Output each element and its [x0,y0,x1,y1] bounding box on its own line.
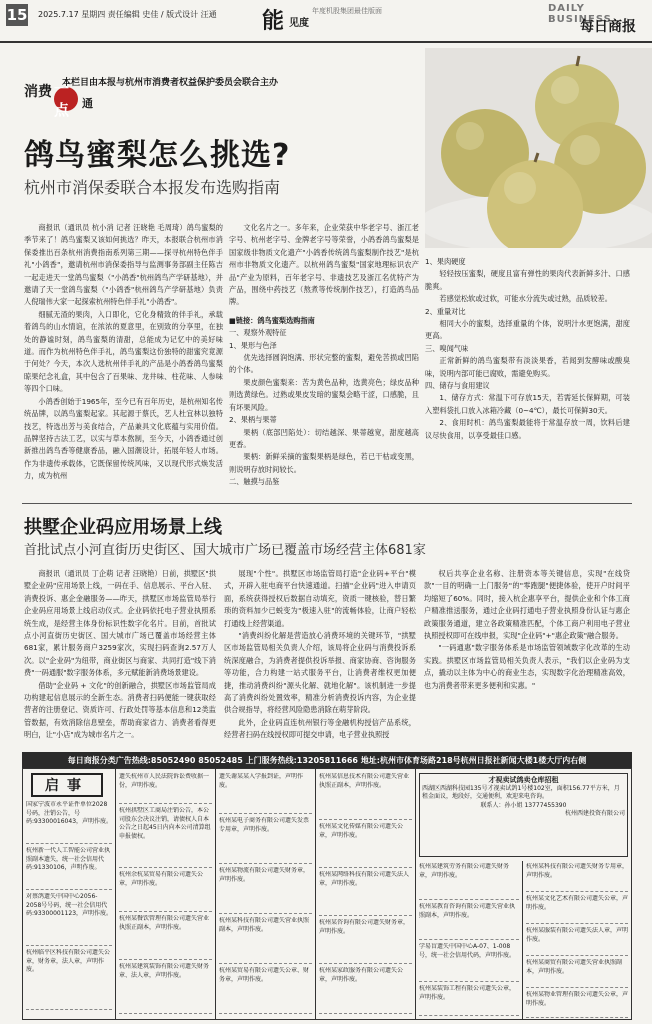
subheadline-enterprise-code: 首批试点小河直街历史街区、国大城市广场已覆盖市场经营主体681家 [24,543,426,558]
ad-item: 杭州某商贸有限公司遗失营业执照副本，声明作废。 [526,959,628,988]
notice-heading: 启事 [31,773,103,797]
guide-line: 1、果肉硬度 [425,257,466,266]
ad-item: 遗失谢某某入学报到证，声明作废。 [219,773,312,814]
ad-column-6 [523,861,631,1019]
date-line: 2025.7.17 星期四 责任编辑 史佳 / 版式设计 汪通 [38,10,217,19]
guide-line: 果柄（底部凹陷处）：切结越深、果蒂越宽，甜度越高更香。 [229,427,419,449]
badge-text-c: 通 [82,97,93,110]
guide-line: 2、果柄与果蒂 [229,415,277,425]
paragraph: 细腻无渣的果肉，入口即化，它化身精致的伴手礼，承载着鸽鸟的山水情谊，在浓浓的夏意里，在别致的分享里，在独处的静谧时刻，鸽鸟蜜梨的清甜，总能成为记忆中的美好味道。而作为杭州特色伴手礼，鸽鸟蜜梨这份独特的甜蜜究竟源于何处？今天，本次人选杭州伴手礼的产品是小鸽香鸽鸟蜜梨晾果纪念礼盒，其中包含了百果味、龙井味、柱花味、人参味等四个口味。 [24,309,223,394]
guide-line: 1、果形与色泽 [229,340,277,350]
guide-line: 2、食用时机：鸽鸟蜜梨最能将于常温存放一周，饮料后建议尽快食用，以享受最佳口感。 [425,418,630,440]
header-rule [0,41,652,43]
rental-ad [419,773,628,857]
ad-item: 杭州某家政服务有限公司遗失公章，声明作废。 [319,967,412,1014]
guide-line: 果皮颜色蜜梨来：苦为黄色品种，选黄亮色；绿皮品种则选黄绿色。过熟或果皮发暗的蜜梨会略干涩，口感脆，且有坏果风险。 [229,377,419,412]
ad-column-1 [23,769,116,1019]
ad-item: 杭州某科技有限公司遗失财务专用章，声明作废。 [526,863,628,892]
paragraph: 此外，企业码直连杭州银行等金融机构授信产品系统，经营者扫码在线授权即可提交申请，电子营业执照授 [224,717,416,740]
column-kicker: 本栏目由本报与杭州市消费者权益保护委员会联合主办 [62,78,279,88]
ad-item: 学易盲遗失中国中心A-07、1-008号，统一社会信用代码，声明作废。 [419,943,519,982]
section-title-small: 见度 [289,18,309,29]
rental-contact: 联系人：孙小姐 13777455390 [480,801,567,809]
pear-illustration-icon [425,48,652,248]
ad-item: 杭州某网络科技有限公司遗失法人章，声明作废。 [319,871,412,916]
guide-line: 正常新鲜的鸽鸟蜜梨带有淡淡果香，若闻到发酵味或酸臭味，说明内部可能已腐败，需避免购买。 [425,356,630,378]
article1-column-1 [24,222,223,483]
rental-text: 西湖区西湖科技园135号才视卖试鸽1号楼102室，面积156.77平方米，月租金面议，地段好，交通便利，欢迎来电咨询。 [422,784,620,801]
guide-line: 果柄：新鲜采摘的蜜梨果柄是绿色，若已干枯或变黑，则说明存放时间较长。 [229,452,419,474]
guide-line: 二、触摸与品鉴 [229,477,280,487]
pear-photo [425,48,652,248]
subheadline-pear: 杭州市消保委联合本报发布选购指南 [24,178,281,197]
ad-column-2 [116,769,216,1019]
ad-column-3 [216,769,316,1019]
badge-text-a: 消费 [24,84,52,100]
ad-item: 杭州新一代人工智能公司营业执照副本遗失，统一社会信用代码:91330106，声明作废。 [26,847,112,890]
classifieds-banner: 每日商报分类广告热线:85052490 85052485 上门服务热线:13205811666 地址:杭州市体育场路218号杭州日报社新闻大楼1楼大厅内右侧 [22,752,632,768]
classifieds-grid [22,768,632,1020]
ad-column-4 [316,769,416,1019]
ad-item: 杭州某文化艺术有限公司遗失公章，声明作废。 [526,895,628,924]
ad-item: 杭州某电子商务有限公司遗失发票专用章，声明作废。 [219,817,312,864]
ad-item: 杭州余杭某贸易有限公司遗失公章，声明作废。 [119,871,212,912]
ad-item: 杭州某物流有限公司遗失财务章，声明作废。 [219,867,312,914]
page-number: 15 [6,6,28,24]
paragraph: 文化名片之一。多年来，企业荣获中华老字号、浙江老字号、杭州老字号、金牌老字号等荣誉，小鸽香鸽鸟蜜梨是国家级非物质文化遗产"小鸽香传统鸽鸟蜜梨制作技艺"是杭州市非物质文化遗产。以杭州鸽鸟蜜梨"国家地理标识农产品"产业为原料，百年老字号、非遗技艺及浙江名优特产为产品，围绕中药技艺（熬煮等传统制作技艺），打造鸽鸟品牌。 [229,223,419,307]
article2-column-1 [24,568,216,742]
paragraph: 展现"个性"。拱墅区市场监管局打造"企业码+平台"模式，开辟入驻电商平台快速通道。扫描"企业码"进入申请页面，系统获得授权后数据自动填充，资质一键核验，替日繁琐的资料加少已蜕变为"极速入驻"的流畅体验，让商户轻松打通线上经营渠道。 [224,569,416,628]
ad-item: 杭州某教育咨询有限公司遗失营业执照副本，声明作废。 [419,903,519,940]
paragraph: 商报讯（通讯员 丁企萌 记者 汪晓艳）日前，拱墅区"拱墅企业码"应用场景上线，一码在手、信息展示、平台入驻、消费投诉、惠企金融服务——昨天，拱墅区市场监管局举行企业码应用场景上线启动仪式。企业码依托电子营业执照系统生成，是经营主体身份标识性数字化名片。目前，首批试点小河直街历史街区、国大城市广场已覆盖市场经营主体681家，累计服务商户3259家次，实现扫码查询2.57万人次。以"企业码"为纽带，商业街区与商家、共同打造"线下消费"一码通服"数字服务体系，多元赋能新消费场景建设。 [24,569,216,678]
ad-item: 杭州临平区科技有限公司遗失公章，财务章，法人章，声明作废。 [26,949,112,1010]
ad-item: 杭州某科技有限公司遗失营业执照副本，声明作废。 [219,917,312,964]
ad-item: 杭州某餐饮管理有限公司遗失营业执照正副本，声明作废。 [119,915,212,960]
paragraph: 权后共享企业名称、注册资本等关键信息，实现"在线贷款"一目的明确一上门服务"的"零跑腿"便捷体验，使开户时间平均缩短了60%。同时，接入杭企惠享平台，提供企业和个体工商户精准推送服务，通过企业码打通电子营业执照身份认证与惠企政策服务通道，建立各政策精准匹配，个体工商户利用电子营业执照授权即可在线申报，实现"企业码"+"惠企政策"融合服务。 [424,569,630,641]
guide-line: 轻轻按压蜜梨，硬度且富有弹性的果肉代表新鲜多汁、口感脆爽。 [425,269,630,291]
article1-column-2 [229,222,419,489]
ad-item: 杭州某咨询有限公司遗失财务章，声明作废。 [319,919,412,964]
headline-pear: 鸽鸟蜜梨怎么挑选? [24,138,291,173]
badge-text-b: 一点 [54,87,78,111]
article2-column-3 [424,568,630,692]
ad-item: 遗失杭州市人民法院诉讼费收据一份，声明作废。 [119,773,212,804]
guide-line: 相同大小的蜜梨，选择重量的个体，说明汁水更饱满，甜度更高。 [425,319,630,341]
article2-column-2 [224,568,416,742]
ad-item: 对蔡鸽遗失中国中心2056-2058号号码，统一社会信用代码:93300001123，声明作废。 [26,893,112,946]
ad-column-5 [416,861,523,1019]
award-tagline: 年度机股集团最佳版面 [312,7,382,15]
paper-logo: 每日商报 [580,19,636,35]
ad-item: 杭州某贸易有限公司遗失公章、财务章，声明作废。 [219,967,312,1014]
ad-item: 杭州某信息技术有限公司遗失营业执照正副本，声明作废。 [319,773,412,820]
paragraph: 商报讯（通讯员 杭小消 记者 汪晓艳 毛周琦）鸽鸟蜜梨的季节来了！鸽鸟蜜梨又该如何挑选？昨天，本报联合杭州市消保委推出百条杭州消费指南系列第三期——探寻杭州特色伴手礼"小鸽香"，邀请杭州市消保委指导与监测事务部副主任陈吉一起走进天一堂鸽鸟蜜梨（"小鸽香"杭州鸽鸟产学研基地），并邀请了天一堂鸽鸟蜜梨（"小鸽香"杭州鸽鸟产学研基地）负责人倪瑞伟大家一起探索杭州特色伴手礼"小鸽香"。 [24,223,223,307]
guide-line: 四、储存与食用建议 [425,381,490,391]
section-title-big: 能 [262,8,285,34]
paragraph: "消费纠纷化解是营造放心消费环境的关键环节，"拱墅区市场监管局相关负责人介绍，该局将企业码与消费投诉系统深度融合，为消费者提供投诉举报、商家协商、咨询服务等功能，合力构建一站式服务平台，让消费者维权更加便捷，推动消费纠纷"源头化解、就地化解"。该机制进一步提高了消费纠纷处置效率，精准分析消费投诉内容，为企业提供合规指导，将经营风险隐患消除在萌芽阶段。 [224,631,416,715]
guide-line: 若感觉松软或过软，可能水分流失或过熟，品质较差。 [439,294,612,304]
article1-column-3 [425,256,630,442]
headline-enterprise-code: 拱墅企业码应用场景上线 [24,517,222,538]
ad-item: 杭州某文化传媒有限公司遗失公章，声明作废。 [319,823,412,868]
ad-item: 国家宁波市永平证件单位2028号码，注销公告，号码:93300016043，声明作废。 [26,801,112,844]
ad-item: 杭州某装饰工程有限公司遗失公章，声明作废。 [419,985,519,1016]
guide-line: 2、重量对比 [425,306,466,316]
guide-line: 优先选择圆润饱满、形状完整的蜜梨，避免苦损或凹陷的个体。 [229,353,419,375]
ad-item: 杭州某建筑装饰有限公司遗失财务章、法人章，声明作废。 [119,963,212,1014]
rental-title: 才视卖试鸽卖仓库招租 [488,776,559,784]
divider [22,503,632,504]
guide-line: 一、观察外观特征 [229,328,287,338]
paragraph: 借助"企业码 + 文化"的创新融合，拱墅区市场监管局成功构建起信息展示的全新生态。消费者扫码便能一键获取经营者的注册登记、资质许可、行政处罚等基本信息和12类监管数据，有效消除信息壁垒，帮助商家省力、消费者看得更明白，让"小店"成为城市名片之一。 [24,680,216,740]
ad-item: 杭州拱墅区工商局注销公告，本公司股东会决议注销，请债权人自本公告之日起45日内向本公司清算组申报债权。 [119,807,212,868]
paragraph: 小鸽香创始于1965年，至今已有百年历史，是杭州知名传统品牌，以鸽鸟蜜梨起家。其起源于蔡氏，艺人杜宜林以独特技艺，特选出芳与美食结合，产品兼具文化底蕴与实用价值。品牌坚持古法工艺，以实与草本熬制，至今天，小鸽香通过创新推出鸽鸟香等健康香品，融入国潮设计，拓展年轻人市场。作为非遗传承载体，它既保留传统风味，又以现代形式焕发活力，成为杭州 [24,396,223,481]
guide-line: 1、储存方式：常温下可存放15天，若需延长保鲜期，可装入塑料袋扎口放入冰箱冷藏（0~4℃），最长可保鲜30天。 [425,393,630,415]
rental-company: 杭州西建投资有限公司 [564,810,625,818]
paragraph: "一码通惠"数字服务体系是市场监管领域数字化改革的生动实践。拱墅区市场监管局相关负责人表示，"我们以企业码为支点，撬动以主体为中心的商业生态，实现数字化治理精准高效，也为消费者带来更多便利和实惠。" [424,643,630,690]
ad-item: 杭州某物业管理有限公司遗失公章，声明作废。 [526,991,628,1018]
ad-item: 杭州某服装有限公司遗失法人章，声明作废。 [526,927,628,956]
paper-english-name: DAILY BUSINESS [548,3,612,25]
guide-title: ■链接：鸽鸟蜜梨选购指南 [229,315,315,325]
guide-line: 三、嗅闻气味 [425,343,469,353]
ad-item: 杭州某建筑劳务有限公司遗失财务章，声明作废。 [419,863,519,900]
